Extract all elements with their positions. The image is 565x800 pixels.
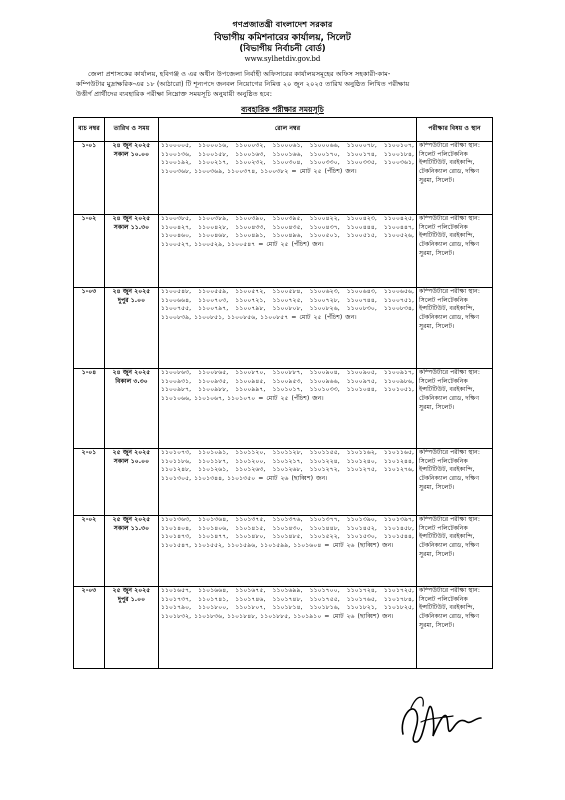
date-time-cell [105, 587, 159, 669]
website-link: www.sylhetdiv.gov.bd [244, 55, 321, 63]
board-title: (বিভাগীয় নির্বাচনী বোর্ড) [239, 44, 326, 54]
venue-cell: কম্পিউটারে পরীক্ষা স্থান: সিলেট পলিটেকনিক ইন্সটিটিউট, বরইকান্দি, টেকনিক্যাল রোড, দক্ষিণ সুরমা, সিলেট। [417, 215, 493, 288]
batch-cell: ২-০৩ [74, 587, 105, 669]
venue-cell: কম্পিউটারে পরীক্ষা স্থান: সিলেট পলিটেকনিক ইন্সটিটিউট, বরইকান্দি, টেকনিক্যাল রোড, দক্ষিণ সুরমা, সিলেট। [417, 369, 493, 449]
roll-numbers-cell: ১১০১৩৬৩, ১১০১৩৬৪, ১১০১৩৭৫, ১১০১৩৭৬, ১১০১৩৭৭, ১১০১৩৯০, ১১০১৩৯৭, ১১০১৪০৪, ১১০১৪০৬, ১১০১৪১৫, ১১০১৪৩০, ১১০১৪৪৮, ১১০১৪৫২, ১১০১৪৫৮, ১১০১৪৭৩, ১১০১৪৭৭, ১১০১৪৮০, ১১০১৪৮৫, ১১০১৫২২, ১১০১৫৩০, ১১০১৫৪৪, ১১০১৫৪৭, ১১০১৫৫২, ১১০১৫৯৬, ১১০১৫৯৯, ১১০১৬০৪ = মোট ২৬ (ছাব্বিশ) জন। [159, 516, 417, 587]
exam-time: সকাল ১১.৩০ [113, 524, 150, 532]
venue-cell: কম্পিউটারে পরীক্ষা স্থান: সিলেট পলিটেকনিক ইন্সটিটিউট, বরইকান্দি, টেকনিক্যাল রোড, দক্ষিণ সুরমা, সিলেট। [417, 449, 493, 516]
exam-date: ২৫ জুন ২০২৫ [112, 516, 151, 523]
schedule-table [73, 117, 493, 669]
header-batch: ব্যচ নম্বর [74, 118, 105, 142]
roll-numbers-cell: ১১০০৮৬৩, ১১০০৮৬৫, ১১০০৮৭০, ১১০০৮৮৭, ১১০০৯০৪, ১১০০৯০৫, ১১০০৯১৭, ১১০০৯৩১, ১১০০৯৩৫, ১১০০৯৪৫, ১১০০৯৫৩, ১১০০৯৬৬, ১১০০৯৭৫, ১১০০৯৮৬, ১১০০৯৮৭, ১১০০৯৮৮, ১১০০৯৯৭, ১১০১০১৭, ১১০১০৩৩, ১১০১০৪৪, ১১০১০৫১, ১১০১০৬৬, ১১০১০৬৭, ১১০১০৭০ = মোট ২৫ (পঁচিশ) জন। [159, 369, 417, 449]
table-row [74, 142, 493, 215]
venue-cell: কম্পিউটারে পরীক্ষা স্থান: সিলেট পলিটেকনিক ইন্সটিটিউট, বরইকান্দি, টেকনিক্যাল রোড, দক্ষিণ সুরমা, সিলেট। [417, 587, 493, 669]
header-subject-venue: পরীক্ষার বিষয় ও স্থান [417, 118, 493, 142]
date-time-cell [105, 369, 159, 449]
table-row [74, 215, 493, 288]
exam-date: ২৫ জুন ২০২৫ [112, 587, 151, 594]
batch-cell: ১-০২ [74, 215, 105, 288]
intro-line-3: উত্তীর্ণ প্রার্থীদের ব্যবহারিক পরীক্ষা নিম্নোক্ত সময়সূচি অনুযায়ী অনুষ্ঠিত হবে: [76, 90, 273, 98]
exam-time: সকাল ১০.০০ [113, 457, 150, 465]
header-date-time: তারিখ ও সময় [105, 118, 159, 142]
batch-cell: ২-০২ [74, 516, 105, 587]
schedule-title: ব্যবহারিক পরীক্ষার সময়সূচি [241, 105, 324, 114]
exam-date: ২৪ জুন ২০২৫ [112, 142, 151, 149]
venue-cell: কম্পিউটারে পরীক্ষা স্থান: সিলেট পলিটেকনিক ইন্সটিটিউট, বরইকান্দি, টেকনিক্যাল রোড, দক্ষিণ সুরমা, সিলেট। [417, 142, 493, 215]
batch-cell: ২-০১ [74, 449, 105, 516]
exam-date: ২৪ জুন ২০২৫ [112, 288, 151, 295]
batch-cell: ১-০৪ [74, 369, 105, 449]
exam-time: দুপুর ১.০০ [117, 595, 146, 603]
exam-time: বিকাল ৩.৩০ [115, 377, 148, 385]
exam-time: সকাল ১১.৩০ [113, 223, 150, 231]
table-row [74, 449, 493, 516]
exam-date: ২৪ জুন ২০২৫ [112, 215, 151, 222]
table-header-row [74, 118, 493, 142]
table-row [74, 369, 493, 449]
table-row [74, 587, 493, 669]
office-title: বিভাগীয় কমিশনারের কার্যালয়, সিলেট [214, 33, 351, 43]
exam-date: ২৫ জুন ২০২৫ [112, 449, 151, 456]
roll-numbers-cell: ১১০১৬৫৭, ১১০১৬৬৪, ১১০১৬৭৫, ১১০১৬৯৯, ১১০১৭০০, ১১০১৭২৪, ১১০১৭২৫, ১১০১৭৩৭, ১১০১৭৪১, ১১০১৭৪৬, ১১০১৭৪৮, ১১০১৭৫৫, ১১০১৭৬৫, ১১০১৭৮৪, ১১০১৭৯০, ১১০১৮০০, ১১০১৮০৭, ১১০১৮১৪, ১১০১৮১৬, ১১০১৮২১, ১১০১৮২৫, ১১০১৮৩২, ১১০১৮৩৬, ১১০১৮৪৮, ১১০১৮৮৫, ১১০১৯১০ = মোট ২৬ (ছাব্বিশ) জন। [159, 587, 417, 669]
batch-cell: ১-০৩ [74, 288, 105, 369]
signature-image [395, 688, 485, 748]
roll-numbers-cell: ১১০১০৭৩, ১১০১০৯১, ১১০১১২০, ১১০১১২৮, ১১০১১৫৫, ১১০১১৬২, ১১০১১৬৫, ১১০১১৮৬, ১১০১১৮৭, ১১০১২০০, ১১০১২১৭, ১১০১২২৪, ১১০১২৪০, ১১০১২৪৪, ১১০১২৪৮, ১১০১২৬১, ১১০১২৬৩, ১১০১২৬৮, ১১০১২৭২, ১১০১২৭৫, ১১০১২৭৬, ১১০১৩০৫, ১১০১৩৪৪, ১১০১৩৫০ = মোট ২৬ (ছাব্বিশ) জন। [159, 449, 417, 516]
exam-time: দুপুর ১.০০ [117, 296, 146, 304]
roll-numbers-cell: ১১০০০০৫, ১১০০০১৬, ১১০০০৩২, ১১০০০৬১, ১১০০০৬৬, ১১০০০৭৮, ১১০০১০৭, ১১০০১৩৬, ১১০০১৫৮, ১১০০১৬৩, ১১০০১৬৬, ১১০০১৭০, ১১০০১৭৪, ১১০০১৮৪, ১১০০১৯২, ১১০০২১৭, ১১০০২৩২, ১১০০৩০৪, ১১০০৩৩০, ১১০০৩৩৫, ১১০০৩৬১, ১১০০৩৬৮, ১১০০৩৬৯, ১১০০৩৭৪, ১১০০৩৮২ = মোট ২৫ (পঁচিশ) জন। [159, 142, 417, 215]
roll-numbers-cell: ১১০০৫৪৮, ১১০০৫৫৯, ১১০০৫৭২, ১১০০৫৮৪, ১১০০৬২৩, ১১০০৬৪৩, ১১০০৬৫৬, ১১০০৬৬৪, ১১০০৭০৩, ১১০০৭২১, ১১০০৭২৫, ১১০০৭২৮, ১১০০৭৪৪, ১১০০৭৫১, ১১০০৭৫৫, ১১০০৭৯৭, ১১০০৭৯৮, ১১০০৮০৮, ১১০০৮২৬, ১১০০৮৩০, ১১০০৮৩৪, ১১০০৮৩৯, ১১০০৮৫১, ১১০০৮৫৬, ১১০০৮৫৭ = মোট ২৫ (পঁচিশ) জন। [159, 288, 417, 369]
table-row [74, 288, 493, 369]
exam-date: ২৪ জুন ২০২৫ [112, 369, 151, 376]
batch-cell: ১-০১ [74, 142, 105, 215]
venue-cell: কম্পিউটারে পরীক্ষা স্থান: সিলেট পলিটেকনিক ইন্সটিটিউট, বরইকান্দি, টেকনিক্যাল রোড, দক্ষিণ সুরমা, সিলেট। [417, 288, 493, 369]
intro-line-2: কম্পিউটার মুদ্রাক্ষরিক-এর ১৮ (আঠারো) টি শূন্যপদে জনবল নিয়োগের নিমিত্ত ২০ জুন ২০২৫ তারিখ অনুষ্ঠিত লিখিত পরীক্ষায় [76, 80, 410, 88]
exam-time: সকাল ১০.০০ [113, 150, 150, 158]
date-time-cell [105, 449, 159, 516]
venue-cell: কম্পিউটারে পরীক্ষা স্থান: সিলেট পলিটেকনিক ইন্সটিটিউট, বরইকান্দি, টেকনিক্যাল রোড, দক্ষিণ সুরমা, সিলেট। [417, 516, 493, 587]
date-time-cell [105, 288, 159, 369]
date-time-cell [105, 516, 159, 587]
date-time-cell [105, 142, 159, 215]
roll-numbers-cell: ১১০০৩৮৫, ১১০০৩৮৯, ১১০০৩৯০, ১১০০৩৯৫, ১১০০৪২২, ১১০০৪২৩, ১১০০৪২৫, ১১০০৪২৭, ১১০০৪২৮, ১১০০৪৩৩, ১১০০৪৩৫, ১১০০৪৩৭, ১১০০৪৪৪, ১১০০৪৪৭, ১১০০৪৬০, ১১০০৪৬৮, ১১০০৪৯১, ১১০০৪৯৬, ১১০০৫০১, ১১০০৫১৫, ১১০০৫২৬, ১১০০৫২৭, ১১০০৫২৯, ১১০০৫৪৭ = মোট ২৫ (পঁচিশ) জন। [159, 215, 417, 288]
table-row [74, 516, 493, 587]
intro-line-1: জেলা প্রশাসকের কার্যালয়, হবিগঞ্জ ও এর অধীন উপজেলা নির্বাহী অফিসারের কার্যালয়সমূহের অফিস সহকারী-কাম- [88, 70, 391, 78]
header-roll-numbers: রোল নম্বর [159, 118, 417, 142]
date-time-cell [105, 215, 159, 288]
government-header: গণপ্রজাতন্ত্রী বাংলাদেশ সরকার [232, 19, 333, 29]
